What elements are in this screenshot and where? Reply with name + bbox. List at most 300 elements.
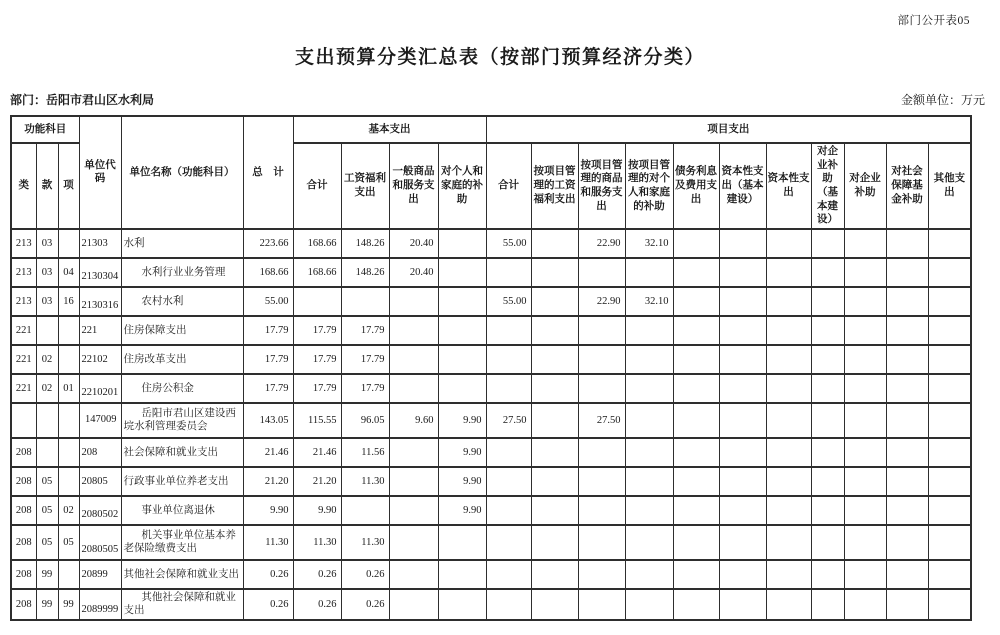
- cell-value: [719, 316, 766, 345]
- cell-value: 168.66: [293, 258, 341, 287]
- cell-value: [486, 560, 531, 589]
- cell-item: [58, 438, 79, 467]
- header-grand-total: 总 计: [243, 116, 293, 229]
- cell-class: 221: [11, 374, 36, 403]
- cell-value: [886, 258, 928, 287]
- cell-value: [486, 589, 531, 620]
- cell-value: [531, 403, 578, 438]
- cell-value: [766, 589, 811, 620]
- cell-value: 55.00: [486, 287, 531, 316]
- cell-value: [719, 525, 766, 560]
- table-row: [11, 345, 971, 374]
- table-body: [11, 229, 971, 620]
- table-row: [11, 589, 971, 620]
- cell-value: 22.90: [578, 229, 625, 258]
- cell-value: [389, 496, 438, 525]
- cell-value: 0.26: [341, 589, 389, 620]
- cell-value: [766, 496, 811, 525]
- cell-value: [719, 560, 766, 589]
- cell-value: 22.90: [578, 287, 625, 316]
- cell-section: [36, 438, 58, 467]
- cell-value: [438, 287, 486, 316]
- cell-unit-name: 住房保障支出: [121, 316, 243, 345]
- cell-value: [389, 525, 438, 560]
- header-wage-welfare: 工资福利支出: [341, 143, 389, 229]
- cell-value: [886, 496, 928, 525]
- cell-value: 143.05: [243, 403, 293, 438]
- cell-value: [719, 438, 766, 467]
- cell-value: [928, 467, 971, 496]
- cell-unit-code: 21303: [79, 229, 121, 258]
- cell-class: 208: [11, 525, 36, 560]
- cell-value: [673, 403, 719, 438]
- cell-section: 02: [36, 345, 58, 374]
- cell-value: [578, 316, 625, 345]
- cell-value: [928, 589, 971, 620]
- header-enterprise-subsidy-construction: 对企业补助（基本建设）: [811, 143, 844, 229]
- cell-value: [811, 467, 844, 496]
- cell-unit-name: 住房公积金: [121, 374, 243, 403]
- cell-value: [766, 229, 811, 258]
- cell-value: [389, 345, 438, 374]
- cell-value: [844, 258, 886, 287]
- cell-value: [719, 467, 766, 496]
- cell-item: 04: [58, 258, 79, 287]
- cell-value: [886, 374, 928, 403]
- cell-value: 17.79: [243, 345, 293, 374]
- cell-unit-name: 住房改革支出: [121, 345, 243, 374]
- cell-value: [766, 374, 811, 403]
- cell-value: 9.60: [389, 403, 438, 438]
- cell-unit-name: 其他社会保障和就业支出: [121, 560, 243, 589]
- table-row: [11, 467, 971, 496]
- cell-value: [578, 467, 625, 496]
- department-label: 部门：岳阳市君山区水利局: [10, 93, 155, 107]
- cell-value: [341, 287, 389, 316]
- cell-value: 11.30: [243, 525, 293, 560]
- form-number-label: 部门公开表05: [897, 15, 970, 27]
- cell-unit-code: 2080505: [79, 525, 121, 560]
- cell-value: [928, 287, 971, 316]
- cell-value: [531, 467, 578, 496]
- cell-value: [928, 438, 971, 467]
- cell-value: [578, 345, 625, 374]
- cell-value: [531, 345, 578, 374]
- cell-value: 223.66: [243, 229, 293, 258]
- cell-value: [766, 403, 811, 438]
- cell-value: 21.46: [243, 438, 293, 467]
- table-row: [11, 403, 971, 438]
- cell-value: 17.79: [293, 345, 341, 374]
- cell-value: [886, 525, 928, 560]
- cell-value: [531, 287, 578, 316]
- table-row: [11, 525, 971, 560]
- cell-value: [389, 287, 438, 316]
- cell-unit-name: 农村水利: [121, 287, 243, 316]
- cell-value: [625, 258, 673, 287]
- cell-value: 11.30: [293, 525, 341, 560]
- header-project-individual-family: 按项目管理的对个人和家庭的补助: [625, 143, 673, 229]
- cell-value: [486, 496, 531, 525]
- cell-class: 221: [11, 316, 36, 345]
- cell-section: 99: [36, 560, 58, 589]
- header-enterprise-subsidy: 对企业补助: [844, 143, 886, 229]
- cell-section: 05: [36, 467, 58, 496]
- cell-item: [58, 403, 79, 438]
- cell-value: [844, 316, 886, 345]
- cell-value: [766, 316, 811, 345]
- cell-value: 17.79: [341, 345, 389, 374]
- cell-value: [811, 374, 844, 403]
- table-row: [11, 229, 971, 258]
- budget-summary-table: [10, 115, 972, 621]
- cell-value: [886, 467, 928, 496]
- cell-value: [811, 589, 844, 620]
- cell-value: [673, 589, 719, 620]
- cell-value: [578, 374, 625, 403]
- table-row: [11, 316, 971, 345]
- cell-value: [625, 403, 673, 438]
- meta-row: [10, 91, 985, 108]
- cell-value: [625, 438, 673, 467]
- cell-value: [673, 258, 719, 287]
- cell-value: [886, 403, 928, 438]
- cell-value: [578, 438, 625, 467]
- cell-value: 21.46: [293, 438, 341, 467]
- cell-unit-code: 20899: [79, 560, 121, 589]
- cell-value: [486, 438, 531, 467]
- cell-value: [928, 496, 971, 525]
- cell-class: 208: [11, 467, 36, 496]
- cell-value: [389, 560, 438, 589]
- cell-value: 9.90: [438, 467, 486, 496]
- cell-value: 17.79: [293, 374, 341, 403]
- cell-value: [578, 560, 625, 589]
- cell-value: [578, 258, 625, 287]
- cell-unit-code: 20805: [79, 467, 121, 496]
- cell-value: [719, 589, 766, 620]
- cell-value: 9.90: [293, 496, 341, 525]
- cell-value: [811, 438, 844, 467]
- cell-value: [438, 258, 486, 287]
- table-row: [11, 496, 971, 525]
- cell-item: 05: [58, 525, 79, 560]
- header-section: 款: [36, 143, 58, 229]
- cell-value: 115.55: [293, 403, 341, 438]
- cell-value: [844, 525, 886, 560]
- cell-value: 17.79: [293, 316, 341, 345]
- cell-value: [886, 229, 928, 258]
- cell-value: 0.26: [243, 589, 293, 620]
- cell-value: [811, 345, 844, 374]
- cell-section: 05: [36, 525, 58, 560]
- cell-value: [844, 496, 886, 525]
- cell-value: [766, 258, 811, 287]
- header-function-group: 功能科目: [11, 116, 79, 143]
- cell-value: [928, 345, 971, 374]
- cell-value: [886, 345, 928, 374]
- cell-value: [625, 374, 673, 403]
- cell-unit-code: 2080502: [79, 496, 121, 525]
- cell-value: 21.20: [293, 467, 341, 496]
- header-class: 类: [11, 143, 36, 229]
- cell-value: [486, 374, 531, 403]
- cell-value: [673, 560, 719, 589]
- cell-section: 05: [36, 496, 58, 525]
- cell-class: 208: [11, 589, 36, 620]
- cell-value: 55.00: [486, 229, 531, 258]
- cell-value: [438, 589, 486, 620]
- header-unit-code: 单位代码: [79, 116, 121, 229]
- cell-value: 27.50: [486, 403, 531, 438]
- cell-value: [811, 229, 844, 258]
- cell-value: [389, 374, 438, 403]
- cell-value: [719, 403, 766, 438]
- cell-section: 02: [36, 374, 58, 403]
- cell-section: 03: [36, 287, 58, 316]
- cell-item: [58, 316, 79, 345]
- cell-value: [625, 345, 673, 374]
- header-basic-expenditure-group: 基本支出: [293, 116, 486, 143]
- cell-class: [11, 403, 36, 438]
- table-header: [11, 116, 971, 229]
- cell-value: [811, 316, 844, 345]
- cell-class: 213: [11, 229, 36, 258]
- cell-value: 17.79: [341, 374, 389, 403]
- header-project-expenditure-group: 项目支出: [486, 116, 971, 143]
- cell-value: [886, 438, 928, 467]
- cell-value: [928, 560, 971, 589]
- cell-value: [766, 525, 811, 560]
- cell-unit-name: 社会保障和就业支出: [121, 438, 243, 467]
- cell-value: [844, 438, 886, 467]
- cell-value: [811, 287, 844, 316]
- cell-unit-name: 岳阳市君山区建设西垸水利管理委员会: [121, 403, 243, 438]
- cell-unit-code: 208: [79, 438, 121, 467]
- cell-value: [886, 316, 928, 345]
- header-unit-name: 单位名称（功能科目）: [121, 116, 243, 229]
- table-row: [11, 438, 971, 467]
- cell-value: [531, 258, 578, 287]
- cell-unit-code: 147009: [79, 403, 121, 438]
- cell-value: [673, 287, 719, 316]
- cell-value: [389, 467, 438, 496]
- cell-value: [673, 496, 719, 525]
- cell-item: 01: [58, 374, 79, 403]
- cell-value: 32.10: [625, 229, 673, 258]
- cell-value: 148.26: [341, 258, 389, 287]
- cell-value: 9.90: [438, 403, 486, 438]
- cell-value: [438, 560, 486, 589]
- cell-value: [531, 374, 578, 403]
- cell-value: [886, 287, 928, 316]
- cell-unit-name: 水利行业业务管理: [121, 258, 243, 287]
- cell-value: [625, 496, 673, 525]
- cell-value: 27.50: [578, 403, 625, 438]
- cell-value: [886, 589, 928, 620]
- table-row: [11, 560, 971, 589]
- cell-value: [486, 525, 531, 560]
- cell-value: [578, 496, 625, 525]
- cell-value: [844, 345, 886, 374]
- cell-value: 9.90: [243, 496, 293, 525]
- cell-section: 03: [36, 229, 58, 258]
- cell-value: [766, 287, 811, 316]
- cell-value: 9.90: [438, 438, 486, 467]
- cell-value: [811, 525, 844, 560]
- header-other-expenditure: 其他支出: [928, 143, 971, 229]
- cell-value: [928, 229, 971, 258]
- cell-value: [625, 525, 673, 560]
- cell-unit-code: 2130316: [79, 287, 121, 316]
- header-debt-interest-fees: 债务利息及费用支出: [673, 143, 719, 229]
- cell-unit-code: 2130304: [79, 258, 121, 287]
- cell-value: [928, 316, 971, 345]
- cell-class: 221: [11, 345, 36, 374]
- cell-value: [766, 438, 811, 467]
- header-project-goods-services: 按项目管理的商品和服务支出: [578, 143, 625, 229]
- cell-value: [625, 467, 673, 496]
- cell-unit-name: 水利: [121, 229, 243, 258]
- cell-value: [438, 345, 486, 374]
- cell-value: [438, 374, 486, 403]
- cell-class: 213: [11, 258, 36, 287]
- cell-value: 21.20: [243, 467, 293, 496]
- header-capital-basic-construction: 资本性支出（基本建设）: [719, 143, 766, 229]
- header-capital-expenditure: 资本性支出: [766, 143, 811, 229]
- cell-value: 0.26: [341, 560, 389, 589]
- cell-value: [389, 438, 438, 467]
- cell-value: [928, 258, 971, 287]
- cell-value: 20.40: [389, 229, 438, 258]
- header-project-wage-welfare: 按项目管理的工资福利支出: [531, 143, 578, 229]
- cell-value: [625, 589, 673, 620]
- cell-class: 208: [11, 438, 36, 467]
- cell-value: [811, 560, 844, 589]
- cell-unit-code: 2089999: [79, 589, 121, 620]
- cell-value: [438, 229, 486, 258]
- cell-value: 11.30: [341, 467, 389, 496]
- cell-value: 168.66: [243, 258, 293, 287]
- cell-item: 02: [58, 496, 79, 525]
- cell-value: [438, 525, 486, 560]
- cell-value: 9.90: [438, 496, 486, 525]
- cell-value: [486, 345, 531, 374]
- cell-value: [673, 316, 719, 345]
- cell-value: [673, 345, 719, 374]
- cell-value: [928, 403, 971, 438]
- cell-class: 208: [11, 560, 36, 589]
- cell-value: [719, 345, 766, 374]
- cell-value: [389, 316, 438, 345]
- cell-value: [719, 374, 766, 403]
- cell-value: [844, 560, 886, 589]
- cell-value: [811, 258, 844, 287]
- cell-unit-code: 221: [79, 316, 121, 345]
- cell-value: [673, 229, 719, 258]
- cell-item: [58, 560, 79, 589]
- cell-value: [341, 496, 389, 525]
- cell-value: [531, 316, 578, 345]
- cell-value: [625, 560, 673, 589]
- cell-value: [673, 467, 719, 496]
- cell-value: [811, 496, 844, 525]
- cell-value: [531, 525, 578, 560]
- cell-value: [625, 316, 673, 345]
- cell-value: [928, 374, 971, 403]
- cell-value: 11.56: [341, 438, 389, 467]
- cell-value: [438, 316, 486, 345]
- cell-value: [531, 229, 578, 258]
- cell-class: 208: [11, 496, 36, 525]
- cell-value: [766, 467, 811, 496]
- cell-value: [673, 438, 719, 467]
- cell-value: [844, 287, 886, 316]
- cell-value: [486, 316, 531, 345]
- cell-unit-code: 2210201: [79, 374, 121, 403]
- amount-unit-label: 金额单位：万元: [900, 93, 985, 107]
- cell-item: 16: [58, 287, 79, 316]
- cell-value: [531, 496, 578, 525]
- cell-value: [719, 496, 766, 525]
- cell-value: 0.26: [293, 589, 341, 620]
- cell-section: [36, 316, 58, 345]
- cell-unit-name: 行政事业单位养老支出: [121, 467, 243, 496]
- cell-value: [293, 287, 341, 316]
- cell-unit-code: 22102: [79, 345, 121, 374]
- cell-section: [36, 403, 58, 438]
- cell-value: [673, 374, 719, 403]
- cell-value: [578, 525, 625, 560]
- header-individual-family-subsidy: 对个人和家庭的补助: [438, 143, 486, 229]
- cell-value: [578, 589, 625, 620]
- cell-value: [531, 589, 578, 620]
- cell-section: 03: [36, 258, 58, 287]
- cell-value: [844, 374, 886, 403]
- cell-section: 99: [36, 589, 58, 620]
- cell-value: [719, 258, 766, 287]
- cell-value: [531, 560, 578, 589]
- page-title: 支出预算分类汇总表（按部门预算经济分类）: [294, 47, 705, 68]
- cell-value: 17.79: [243, 316, 293, 345]
- cell-class: 213: [11, 287, 36, 316]
- cell-value: [486, 258, 531, 287]
- table-row: [11, 258, 971, 287]
- cell-value: [844, 403, 886, 438]
- cell-item: [58, 345, 79, 374]
- cell-value: 96.05: [341, 403, 389, 438]
- cell-value: 55.00: [243, 287, 293, 316]
- cell-value: 0.26: [243, 560, 293, 589]
- cell-unit-name: 其他社会保障和就业支出: [121, 589, 243, 620]
- cell-value: [531, 438, 578, 467]
- cell-unit-name: 机关事业单位基本养老保险缴费支出: [121, 525, 243, 560]
- cell-value: 0.26: [293, 560, 341, 589]
- header-social-security-fund-subsidy: 对社会保障基金补助: [886, 143, 928, 229]
- cell-item: [58, 467, 79, 496]
- cell-value: [811, 403, 844, 438]
- cell-value: [886, 560, 928, 589]
- header-project-subtotal: 合计: [486, 143, 531, 229]
- cell-value: 148.26: [341, 229, 389, 258]
- cell-value: 11.30: [341, 525, 389, 560]
- cell-value: 20.40: [389, 258, 438, 287]
- table-row: [11, 374, 971, 403]
- cell-value: [719, 287, 766, 316]
- cell-value: [719, 229, 766, 258]
- cell-value: [844, 467, 886, 496]
- cell-value: [928, 525, 971, 560]
